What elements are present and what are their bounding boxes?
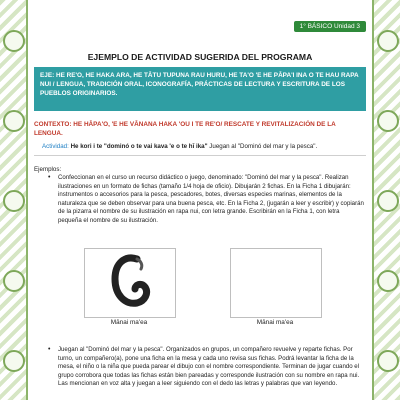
page-title: EJEMPLO DE ACTIVIDAD SUGERIDA DEL PROGRAMA: [87, 52, 313, 62]
contexto-heading: CONTEXTO: HE HĀPA'O, 'E HE VĀNANA HAKA 'OU I TE RE'O/ RESCATE Y REVITALIZACIÓN DE LA LENGUA.: [34, 121, 336, 137]
border-motif-icon: [3, 30, 25, 52]
hook-image-box: [84, 248, 176, 318]
border-motif-icon: [3, 270, 25, 292]
caption-right: Mānai ma'ea: [256, 319, 294, 326]
paragraph-2: Juegan al "Dominó del mar y la pesca". Organizados en grupos, un compañero revuelve y reparte fichas. Por turno, un compañero(a), pone una ficha en la mesa y cada uno revisa sus fichas. Podrá levantar la ficha de la mesa, el niño o la niña que pueda parear el dibujo con el nombre correspondiente. Terminan de jugar cuando el grupo corrobora que todas las fichas están bien pareadas y corresponde ilustración con su nombre en rapa nui. Las mencionan en voz alta y juegan a leer siguiendo con el dedo las letras y palabras que van leyendo.: [58, 346, 360, 388]
document-content: [34, 0, 366, 400]
border-motif-icon: [377, 110, 399, 132]
border-motif-icon: [377, 270, 399, 292]
border-motif-icon: [377, 30, 399, 52]
bullet-2: •: [48, 346, 51, 353]
activity-name: He kori i te "dominó o te vai kava 'e o te hī ika": [70, 143, 208, 150]
examples-label: Ejemplos:: [34, 166, 62, 173]
decorative-border-left: [0, 0, 28, 400]
eje-box: EJE: HE RE'O, HE HAKA ARA, HE TĀTU TUPUNA RAU HURU, HE TA'O 'E HE PĀPA'I INA O TE HAU RAPA NUI / LENGUA, TRADICIÓN ORAL, ICONOGRAFÍA, PRÁCTICAS DE LECTURA Y ESCRITURA DE LOS PUEBLOS ORIGINARIOS.: [34, 67, 366, 111]
fish-hook-icon: [85, 249, 175, 317]
activity-description: Juegan al "Dominó del mar y la pesca".: [209, 143, 318, 150]
grade-badge: 1° BÁSICO Unidad 3: [294, 21, 366, 32]
caption-left: Mānai ma'ea: [110, 319, 148, 326]
border-motif-icon: [3, 110, 25, 132]
paragraph-1: Confeccionan en el curso un recurso didáctico o juego, denominado: "Dominó del mar y la pesca". Realizan ilustraciones en un formato de fichas (tamaño 1/4 hoja de oficio). Dibujarán 2 fichas. En la Ficha 1 dibujarán: instrumentos o accesorios para la pesca, pescadores, botes, diversas especies marinas, elementos de la naturaleza que se deben observar para una buena pesca, etc. En la Ficha 2, (jugarán a leer y escribir) y copiarán de la pizarra el nombre de su ilustración en rapa nui, con letra grande. Escribirán en la Ficha 1, con letra pequeña el nombre de su ilustración.: [58, 174, 364, 224]
border-motif-icon: [377, 190, 399, 212]
decorative-border-right: [372, 0, 400, 400]
bullet-1: •: [48, 174, 51, 181]
border-motif-icon: [377, 350, 399, 372]
activity-label: Actividad:: [42, 143, 69, 150]
border-motif-icon: [3, 190, 25, 212]
activity-line: [34, 142, 366, 156]
border-motif-icon: [3, 350, 25, 372]
blank-card-box: [230, 248, 322, 318]
